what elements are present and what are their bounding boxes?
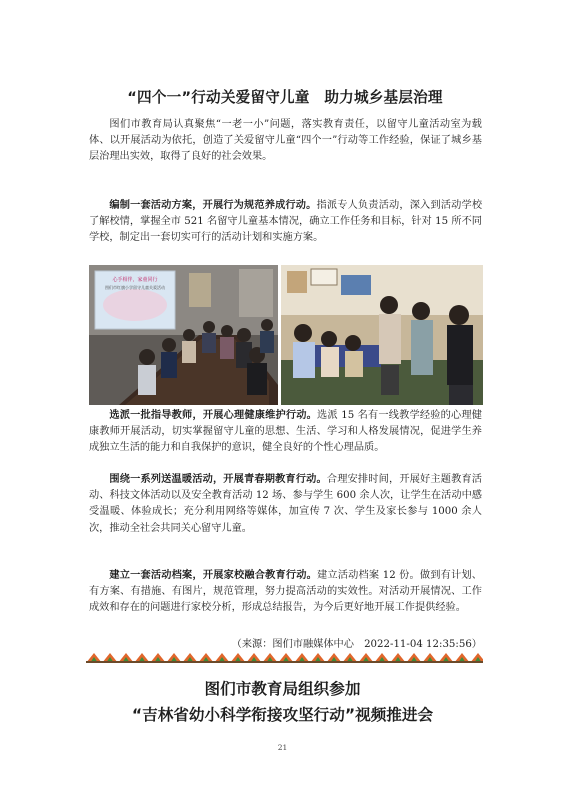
section-body-3: 合理安排时间，开展好主题教育活动、科技文体活动以及安全教育活动 12 场、参与学生 600 余人次，让学生在活动中感受温暖、体验成长；充分利用网络等媒体，加宣传 7 次、学生及家长参与 1000 余人次，推动全社会共同关心留守儿童。 [89, 474, 482, 534]
section-heading-3: 围绕一系列送温暖活动，开展青春期教育行动。 [109, 473, 327, 485]
intro-text: 图们市教育局认真聚焦“一老一小”问题，落实教育责任，以留守儿童活动室为载体、以开展活动为依托，创造了关爱留守儿童“四个一”行动等工作经验，保证了城乡基层治理出实效，取得了良好的社会效果。 [89, 119, 482, 163]
next-article-title-line2: “吉林省幼小科学衔接攻坚行动”视频推进会 [131, 706, 434, 724]
section-body-2: 选派 15 名有一线教学经验的心理健康教师开展活动，切实掌握留守儿童的思想、生活、学习和人格发展情况，促进学生养成独立生活的能力和自我保护的意识，健全良好的个性心理品质。 [89, 410, 482, 454]
section-body-4: 建立活动档案 12 份。做到有计划、有方案、有措施、有图片，规范管理，努力提高活动的实效性。对活动开展情况、工作成效和存在的问题进行家校分析，形成总结报告，为今后更好地开展工作提供经验。 [89, 570, 482, 614]
section-heading-4: 建立一套活动档案，开展家校融合教育行动。 [109, 569, 318, 581]
screen-title: 心手相伴，家童同行 [112, 277, 158, 283]
next-article-title-line1: 图们市教育局组织参加 [204, 680, 361, 698]
intro-paragraph [89, 117, 482, 166]
section-paragraph-1 [89, 197, 482, 247]
section-heading-2: 选派一批指导教师，开展心理健康维护行动。 [109, 409, 318, 421]
article-source: （来源：图们市融媒体中心 2022-11-04 12:35:56） [231, 639, 482, 650]
photo-counselling-room [281, 265, 483, 405]
article-title: “四个一”行动关爱留守儿童 助力城乡基层治理 [127, 89, 443, 106]
section-heading-1: 编制一套活动方案，开展行为规范养成行动。 [109, 199, 317, 211]
section-paragraph-2 [89, 407, 482, 457]
section-paragraph-4 [89, 567, 482, 617]
page-number: 21 [277, 743, 288, 752]
photo-meeting-room [89, 265, 278, 405]
section-paragraph-3 [89, 471, 482, 537]
screen-subtitle: 图们市红旗小学留守儿童关爱活动 [105, 285, 165, 290]
decorative-border-divider [86, 651, 483, 663]
section-body-1: 指派专人负责活动，深入到活动学校了解校情，掌握全市 521 名留守儿童基本情况，确立工作任务和目标，针对 15 所不同学校，制定出一套切实可行的活动计划和实施方案。 [89, 200, 483, 244]
